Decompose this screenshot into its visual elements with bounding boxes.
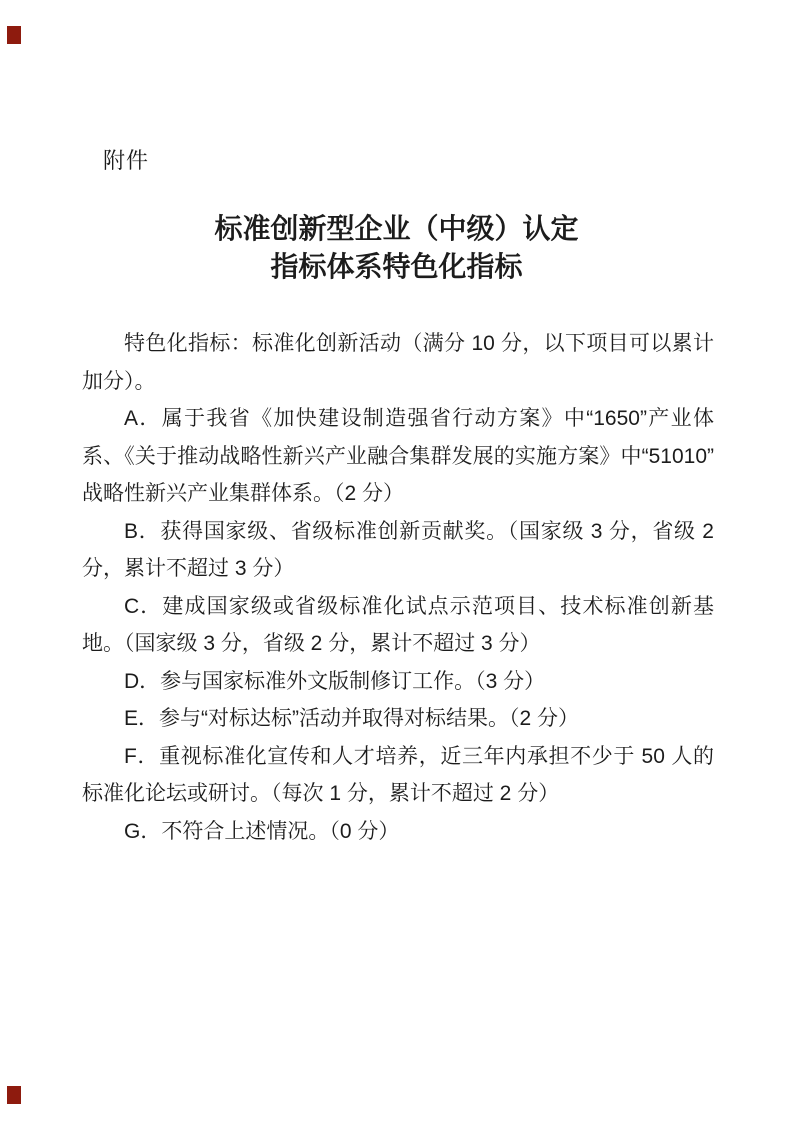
item-a: A．属于我省《加快建设制造强省行动方案》中“1650”产业体系、《关于推动战略性新兴产业融合集群发展的实施方案》中“51010”战略性新兴产业集群体系。（2 分） xyxy=(82,407,714,505)
corner-mark-bottom xyxy=(7,1086,21,1104)
item-c: C．建成国家级或省级标准化试点示范项目、技术标准创新基地。（国家级 3 分，省级 2 分，累计不超过 3 分） xyxy=(82,594,714,655)
title-line-2: 指标体系特色化指标 xyxy=(270,251,523,282)
corner-mark-top xyxy=(7,26,21,44)
item-d: D．参与国家标准外文版制修订工作。（3 分） xyxy=(124,669,546,693)
document-body xyxy=(82,325,714,850)
paragraph-intro: 特色化指标：标准化创新活动（满分 10 分，以下项目可以累计加分）。 xyxy=(82,332,714,393)
title-line-1: 标准创新型企业（中级）认定 xyxy=(214,213,579,244)
item-f: F．重视标准化宣传和人才培养，近三年内承担不少于 50 人的标准化论坛或研讨。（每次 1 分，累计不超过 2 分） xyxy=(82,744,714,805)
item-g: G．不符合上述情况。（0 分） xyxy=(124,819,400,843)
item-e: E．参与“对标达标”活动并取得对标结果。（2 分） xyxy=(124,707,580,730)
item-b: B．获得国家级、省级标准创新贡献奖。（国家级 3 分，省级 2 分，累计不超过 3 分） xyxy=(82,519,714,580)
attachment-label: 附件 xyxy=(103,148,150,173)
document-title xyxy=(0,210,793,286)
